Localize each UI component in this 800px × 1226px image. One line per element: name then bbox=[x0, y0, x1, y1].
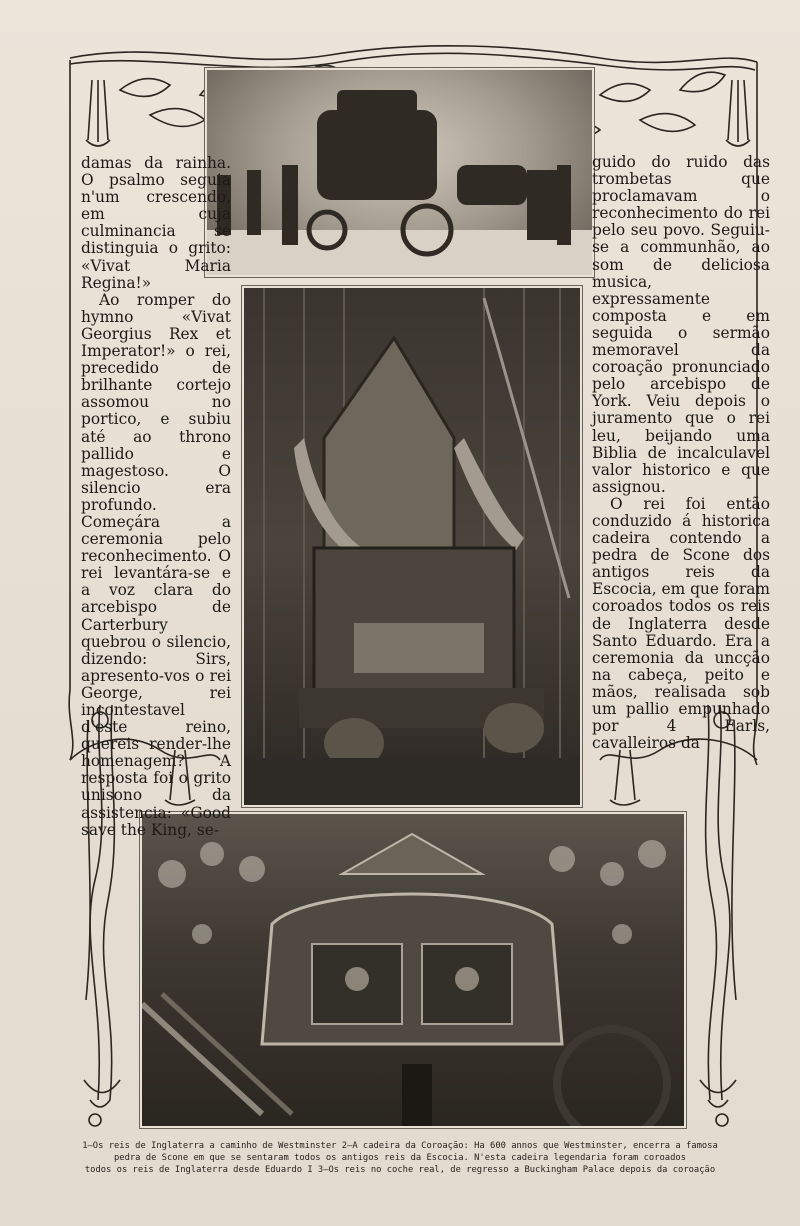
photo-coronation-chair bbox=[242, 286, 582, 807]
photo-royal-coach bbox=[140, 812, 686, 1128]
article-left-column bbox=[81, 155, 231, 839]
chair-illustration bbox=[244, 288, 580, 805]
caption-line-3: todos os reis de Inglaterra desde Eduardo I 3—Os reis no coche real, de regresso a Buckingham Palace depois da coroação bbox=[84, 1165, 716, 1175]
left-paragraph-2: Ao romper do hymno «Vivat Georgius Rex et Imperator!» o rei, precedido de brilhante cortejo assomou no portico, e subiu até ao throno pallido e magestoso. O silencio era profundo. Começára a ceremonia pelo reconhecimento. O rei levantára-se e a voz clara do arcebispo de Carterbury quebrou o silencio, dizendo: Sirs, apresento-vos o rei George, rei incontestavel d'este reino, quereis render-lhe homenagem? A resposta foi o grito unisono da assistencia: «Good save the King, se- bbox=[81, 290, 231, 839]
caption-line-2: pedra de Scone em que se sentaram todos os antigos reis da Escocia. N'esta cadeira legendaria foram coroados bbox=[114, 1153, 686, 1163]
coach-illustration bbox=[142, 814, 684, 1126]
photo-caption bbox=[50, 1140, 750, 1176]
right-paragraph-2: O rei foi então conduzido á historica cadeira contendo a pedra de Scone dos antigos reis da Escocia, em que foram coroados todos os reis de Inglaterra desde Santo Eduardo. Era a ceremonia da uncção na cabeça, peito e mãos, realisada sob um pallio empunhado por 4 Earls, cavalleiros da bbox=[592, 494, 770, 753]
left-paragraph-1: damas da rainha. O psalmo seguia n'um crescendo, em cuja culminancia se distinguia o grito: «Vivat Maria Regina!» bbox=[81, 154, 231, 292]
carriage-illustration bbox=[207, 70, 592, 275]
caption-line-1: 1—Os reis de Inglaterra a caminho de Westminster 2—A cadeira da Coroação: Ha 600 annos que Westminster, encerra a famosa bbox=[82, 1141, 718, 1151]
photo-carriage-procession bbox=[205, 68, 594, 277]
right-paragraph-1: guido do ruido das trombetas que proclamavam o reconhecimento do rei pelo seu povo. Seguiu-se a communhão, ao som de deliciosa musica, expressamente composta e em seguida o sermão memoravel da coroação pronunciado pelo arcebispo de York. Veiu depois o juramento que o rei leu, beijando uma Biblia de incalculavel valor historico e que assignou. bbox=[592, 153, 770, 496]
article-right-column bbox=[592, 154, 770, 752]
